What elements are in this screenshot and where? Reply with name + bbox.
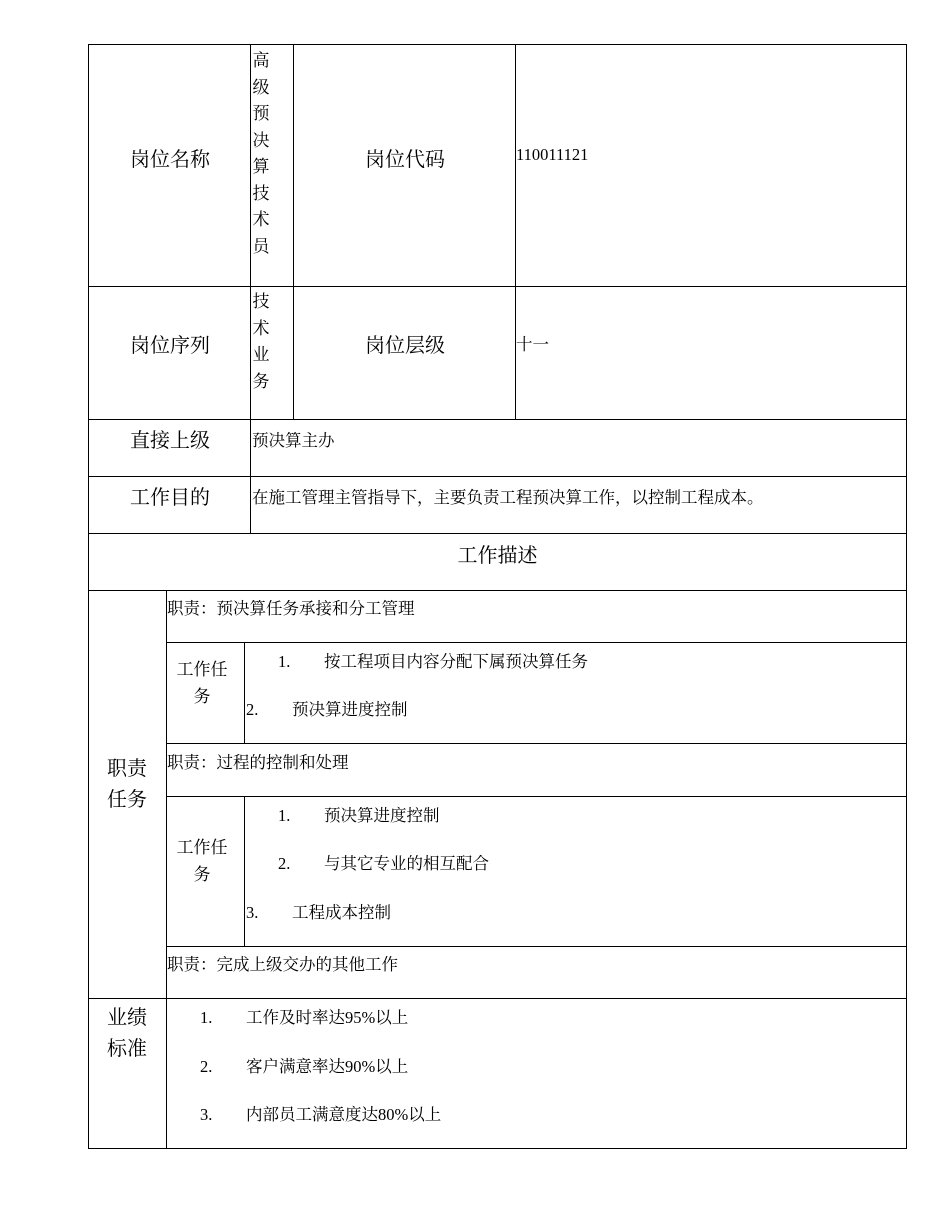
row-divider xyxy=(88,419,907,420)
performance-item xyxy=(200,1053,408,1077)
purpose-label: 工作目的 xyxy=(130,487,210,509)
task-text: 按工程项目内容分配下属预决算任务 xyxy=(324,652,588,671)
task-number: 2. xyxy=(246,700,259,719)
job-name-label: 岗位名称 xyxy=(130,149,210,171)
task-label: 工作任务 xyxy=(176,838,228,884)
performance-text: 内部员工满意度达80%以上 xyxy=(246,1105,442,1124)
performance-number: 3. xyxy=(200,1105,213,1124)
task-label: 工作任务 xyxy=(176,660,228,706)
row-divider xyxy=(88,476,907,477)
task-number: 3. xyxy=(246,903,259,922)
column-divider xyxy=(166,590,167,1149)
performance-text: 客户满意率达90%以上 xyxy=(246,1057,409,1076)
column-divider xyxy=(244,796,245,947)
job-series-label: 岗位序列 xyxy=(130,335,210,357)
duty-title: 职责：完成上级交办的其他工作 xyxy=(167,955,398,974)
column-divider xyxy=(293,44,294,420)
task-item xyxy=(278,850,489,874)
task-text: 预决算进度控制 xyxy=(292,700,408,719)
task-item xyxy=(278,648,588,672)
row-divider xyxy=(166,642,907,643)
duties-section-label: 职责任务 xyxy=(107,758,147,811)
task-number: 2. xyxy=(278,854,291,873)
table-border-top xyxy=(88,44,907,45)
task-item xyxy=(246,899,391,923)
task-number: 1. xyxy=(278,652,291,671)
performance-label: 业绩标准 xyxy=(107,1007,147,1060)
row-divider xyxy=(88,533,907,534)
job-name-value: 高级预决算技术员 xyxy=(252,51,270,256)
job-level-value: 十一 xyxy=(516,335,549,354)
row-divider xyxy=(166,946,907,947)
job-code-label: 岗位代码 xyxy=(365,149,445,171)
table-border-right xyxy=(906,44,907,1149)
description-title: 工作描述 xyxy=(457,545,538,567)
purpose-value: 在施工管理主管指导下，主要负责工程预决算工作，以控制工程成本。 xyxy=(252,488,764,507)
performance-item xyxy=(200,1101,441,1125)
task-number: 1. xyxy=(278,806,291,825)
column-divider xyxy=(244,642,245,744)
row-divider xyxy=(166,796,907,797)
row-divider xyxy=(88,590,907,591)
task-text: 与其它专业的相互配合 xyxy=(324,854,489,873)
performance-number: 2. xyxy=(200,1057,213,1076)
performance-number: 1. xyxy=(200,1008,213,1027)
table-border-left xyxy=(88,44,89,1149)
job-series-value: 技术业务 xyxy=(252,292,270,391)
task-item xyxy=(246,696,408,720)
performance-text: 工作及时率达95%以上 xyxy=(246,1008,409,1027)
job-code-value: 110011121 xyxy=(516,145,589,164)
duty-title: 职责：过程的控制和处理 xyxy=(167,753,349,772)
column-divider xyxy=(515,44,516,420)
superior-value: 预决算主办 xyxy=(252,431,335,450)
row-divider xyxy=(88,998,907,999)
task-item xyxy=(278,802,440,826)
superior-label: 直接上级 xyxy=(130,430,210,452)
task-text: 预决算进度控制 xyxy=(324,806,440,825)
row-divider xyxy=(166,743,907,744)
job-level-label: 岗位层级 xyxy=(365,335,445,357)
table-border-bottom xyxy=(88,1148,907,1149)
row-divider xyxy=(88,286,907,287)
task-text: 工程成本控制 xyxy=(292,903,391,922)
duty-title: 职责：预决算任务承接和分工管理 xyxy=(167,599,415,618)
performance-item xyxy=(200,1004,408,1028)
